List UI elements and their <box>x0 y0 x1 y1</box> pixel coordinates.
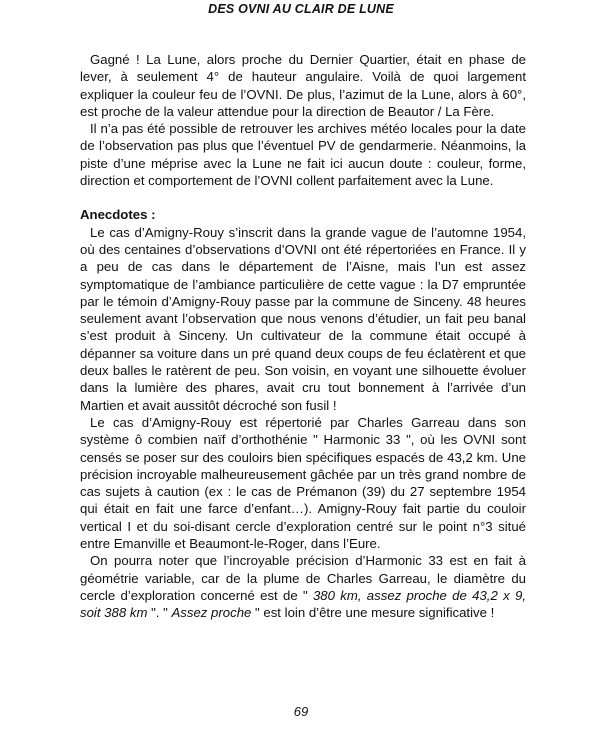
text-part: ". " <box>147 605 172 621</box>
page-body <box>80 51 526 622</box>
paragraph-moon-conclusion: Gagné ! La Lune, alors proche du Dernier Quartier, était en phase de lever, à seulement 4° de hauteur angulaire. Voilà de quoi largement expliquer la couleur feu de l’OVNI. De plus, l’azimut de la Lune, alors à 60°, est proche de la valeur attendue pour la direction de Beautor / La Fère. <box>80 52 526 119</box>
text-part: On pourra noter que l’incroyable précision d’Harmonic 33 est en fait à géométrie variable, car de la plume de Charles Garreau, le diamètre du cercle d’exploration concerné est de " <box>80 553 526 603</box>
running-header: DES OVNI AU CLAIR DE LUNE <box>208 2 394 16</box>
italic-quote: 380 km, assez proche de 43,2 x 9, soit 388 km <box>80 587 526 621</box>
paragraph-harmonic-33: Le cas d’Amigny-Rouy est répertorié par Charles Garreau dans son système ô combien naïf d’orthothénie " Harmonic 33 ", où les OVNI sont censés se poser sur des couloirs bien spécifiques espacés de 43,2 km. Une précision incroyable malheureusement gâchée par un très grand nombre de cas sujets à caution (ex : le cas de Prémanon (39) du 27 septembre 1954 qui était en fait une farce d’enfant…). Amigny-Rouy fait partie du couloir vertical I et du soi-disant cercle d’exploration centré sur le point n°3 situé entre Emanville et Beaumont-le-Roger, dans l’Eure. <box>80 414 526 552</box>
paragraph-precision <box>80 552 526 621</box>
italic-quote: Assez proche <box>171 605 252 621</box>
section-heading-anecdotes: Anecdotes : <box>80 207 156 223</box>
text-part: " est loin d’être une mesure significative ! <box>251 605 495 621</box>
paragraph-vague-1954: Le cas d’Amigny-Rouy s’inscrit dans la grande vague de l’automne 1954, où des centaines d’observations d’OVNI ont été répertoriées en France. Il y a peu de cas dans le département de l’Aisne, mais l’un est assez symptomatique de l’ambiance particulière de cette vague : la D7 empruntée par le témoin d’Amigny-Rouy passe par la commune de Sinceny. 48 heures seulement avant l’observation que nous venons d’étudier, un fait peu banal s’est produit à Sinceny. Un cultivateur de la commune était occupé à dépanner sa voiture dans un pré quand deux coups de feu éclatèrent et que deux balles le ratèrent de peu. Son voisin, en voyant une silhouette évoluer dans la lumière des phares, avait cru tout bonnement à l’arrivée d’un Martien et avait aussitôt décroché son fusil ! <box>80 224 526 413</box>
paragraph-archives: Il n’a pas été possible de retrouver les archives météo locales pour la date de l’observation pas plus que l’éventuel PV de gendarmerie. Néanmoins, la piste d’une méprise avec la Lune ne fait ici aucun doute : couleur, forme, direction et comportement de l’OVNI collent parfaitement avec la Lune. <box>80 121 526 189</box>
page-number: 69 <box>293 704 309 719</box>
